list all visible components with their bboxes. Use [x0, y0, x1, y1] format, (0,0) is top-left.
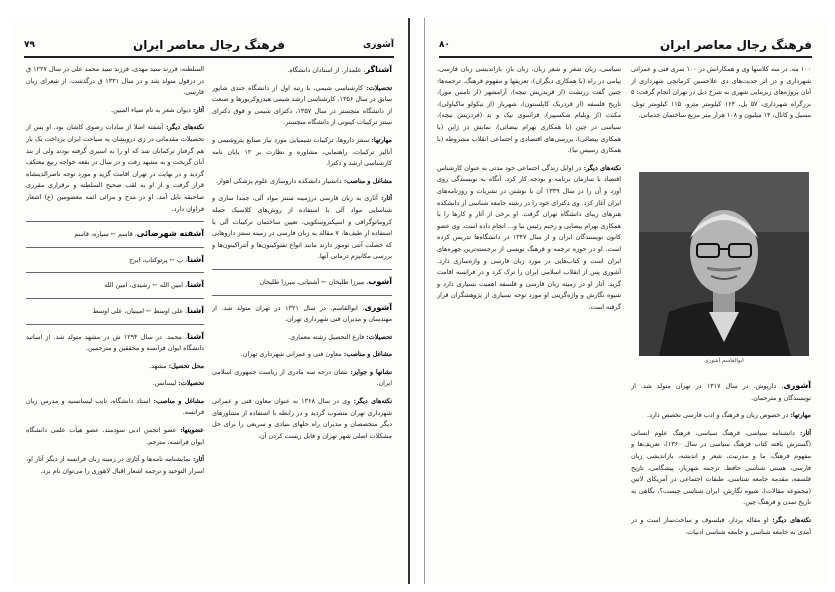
entry-text: وی در سال ۱۳۶۸ به عنوان معاون فنی و عمرانی شهرداری تهران منصوب گردید و در رابطه با استفاده از مشاورهای دیگر متخصصان و مدیران راه حلهای بنیادی و سریعی را برای حل مشکلات اصلی شهر تهران و قابل زیست کردن آن.: [212, 397, 392, 440]
entry-section-label: نکته‌های دیگر:: [163, 123, 204, 132]
entry-text: ، داریوش. در سال ۱۳۱۷ در تهران متولد شد. از نویسندگان و مترجمان.: [631, 382, 811, 402]
biography-entry: [26, 228, 204, 241]
biography-entry: [212, 276, 392, 289]
entry-name: آشفته شهرضائی: [136, 229, 204, 239]
entry-section-label: مهارتها:: [788, 411, 811, 420]
page-number: ۸۰: [439, 40, 450, 50]
entry-text: ، محمد. در سال ۱۲۹۴ ش در مشهد متولد شد. از اساتید دانشگاه ایوان فرانسه و محققین و مترجمین.: [26, 332, 204, 353]
entry-text: السلطنه، فرزند سید مهدی، فرزند سید محمد علی در سال ۱۲۲۷ ق در دزفول متولد شد و در سال ۱۳۳۱ ق درگذشت. از شعرای زبان فارسی.: [26, 65, 204, 97]
entry-section-label: نکته‌های دیگر:: [350, 397, 392, 406]
entry-name: آشوری: [783, 381, 811, 390]
left-page-column-left: [26, 64, 204, 574]
entry-section-label: تحصیلات:: [176, 379, 204, 388]
entry-paragraph: [26, 396, 204, 419]
entry-text: ، میرزا طلیخان ← آشتیانی، میرزا طلیخان: [259, 277, 369, 286]
entry-paragraph: [631, 428, 811, 509]
entry-section-label: آثار:: [190, 455, 204, 464]
entry-divider: [26, 247, 204, 248]
right-page-column-right-top: ۱۰۰ مه. در سه کلاسها وی و همکارانش در ۱۰۰ سری فنی و عمرانی شهرداری و در اثر جدیت‌های دی علاحسین کرمانچی شهرداری از آنان پروژه‌های زیربنایی شهری به شرح ذیل در تهران انجام گرفت: ۵ بزرگراه شهرداری، ۵۷ پل، ۱۶۴ کیلومتر مترو، ۱۱۵ کیلومتر تونل، مسیل و کانال، ۱۴ میلیون و ۱۰۸ هزار متر مربع ساختمان خدماتی.: [631, 65, 811, 120]
entry-section-label: نکته‌های دیگر:: [768, 515, 811, 524]
entry-section-label: نشانها و جوایز:: [347, 367, 392, 376]
page-number: ۷۹: [24, 40, 35, 50]
entry-section-label: مشاغل و مناصب:: [341, 176, 392, 185]
biography-entry: [26, 331, 204, 355]
running-head-title: فرهنگ رجال معاصر ایران: [659, 38, 812, 52]
biography-entry: [631, 380, 811, 404]
entry-text: ، پ ← پرتوکتاب، ایرج: [128, 255, 188, 264]
entry-name: آشنا: [187, 305, 204, 315]
left-page-column-right: [212, 64, 392, 574]
entry-paragraph: [212, 332, 392, 344]
entry-text: در اوایل زندگی اجتماعی خود مدتی به عنوان کارشناس اقتصاد با سازمان برنامه و بودجه کار کرد. آنگاه به نویسندگی روی آورد و آن را در سال ۱۳۳۹ آن با نوشتن در نشریات و روزنامه‌های ایران آغاز کرد. وی دکترای خود را در رشته جامعه شناسی از دانشکده هنرهای زیبای دانشگاه تهران گرفت. او برخی از آثار و کارها را با همکاری بهرام بیضایی و رحیم رئیس نیا و... انجام داده است. وی عضو کانون نویسندگان ایران و از سال ۱۳۴۷ در دانشگاه‌ها تدریس کرده است. او در حوزه ترجمه و فرهنگ نویسی از برجسته‌ترین چهره‌های ایران است و کتاب‌هایی در مورد زبان فارسی و واژه‌سازی دارد. آشوری پس از انقلاب اسلامی ایران را ترک کرد و در فرانسه اقامت گزید. آثار او در زمینه زبان فارسی و فلسفه اهمیت بسیاری دارد و شیوه نگارش و واژه‌گزینی او مورد توجه بسیاری از پژوهشگران قرار گرفته است.: [437, 163, 621, 311]
entry-text: نمایشنامه نامه‌ها و آثاری در زمینه زبان فرانسه از دیگر آثار او، اسرار التوحید و ترجمه اشعار اقبال لاهوری را می‌توان نام برد.: [26, 455, 204, 475]
entry-divider: [26, 324, 204, 325]
entry-paragraph: [437, 64, 621, 157]
right-page-column-left: [437, 64, 621, 574]
entry-paragraph: [212, 135, 392, 170]
entry-text: ، قاسم ← سیاره، قاسم: [74, 230, 137, 239]
entry-section-label: مشاغل و مناصب:: [341, 350, 392, 359]
entry-paragraph: [631, 515, 811, 538]
entry-text: دیوان شعر به نام ضیاء المبین.: [110, 105, 191, 114]
entry-text: دانشنامه سیاسی، فرهنگ سیاسی، فرهنگ علوم انسانی (گسترش یافته کتاب فرهنگ سیاسی در سال ۱۳۶۰)، تعریف‌ها و مفهوم فرهنگ، ما و مدرنیت، شعر و اندیشه، بازاندیشی زبان فارسی، هستی شناسی حافظ، ترجمه شهریار، پیشگامی، تاریخ فلسفه، مقدمه جامعه شناسی، طبقات اجتماعی در آمریکای لاتین (مجموعه مقالات)، شیوه نگارش، ایران شناسی چیست؟، نگاهی به تاریخ تمدن و فرهنگ چین.: [631, 428, 811, 507]
entry-paragraph: [212, 193, 392, 263]
entry-paragraph: [212, 176, 392, 188]
entry-paragraph: [26, 122, 204, 215]
entry-section-label: آثار:: [190, 105, 204, 114]
entry-text: نشان درجه سه مادری از ریاست جمهوری اسلامی ایران.: [212, 367, 392, 388]
entry-text: در خصوص زبان و فرهنگ و ادب فارسی تخصص دارد.: [647, 411, 789, 420]
right-page: [424, 18, 826, 584]
entry-text: آشفته اصلا از سادات رضوی کاشان بود. او پس از تحصیلات مقدماتی در زی درویشان به سیاحت ایران پرداخت یک بار هم گرفتار ترکمانان شد که او را به اسیری گرفته بودند ولی از بند آنان گریخت و به مشهد رفت و در سال در بقعه خواجه ربیع معتکف گردید و در نهایت در تهران اقامت گزید و مورد توجه ناصرالدینشاه قرار گرفت و از او به لقب صحیح السلطنه و برقراری مقرری صاحبقه نایل آمد. او در مدح و مراثی ائمه معصومین (ع) اشعار فراوان دارد.: [26, 123, 204, 213]
entry-section-label: تحصیلات:: [364, 332, 392, 341]
entry-text: آثاری به زبان فارسی درزمینه سنتز مواد آلی، جمدا سازی و شناسایی مواد آلی با استفاده از روش‌های کلاسیک جمله کروماتوگرافی و اسپکتروسکوپی، تعیین ساختمان ترکیبات آلی با استفاده از طیف‌ها، ۷ مقاله به زبان فارسی در زمینه سنتز داروهایی که خصلت آنتی تومور دارند مانند انواع نفتوکینون‌ها و آنتراکینون‌ها و بررسی مکانیزم درمانی آنها.: [212, 194, 392, 261]
entry-text: مشهد.: [149, 361, 167, 370]
entry-divider: [212, 269, 392, 270]
entry-text: ، علی اوسط ← امینیان، علی اوسط: [92, 306, 188, 315]
biography-entry: [26, 254, 204, 267]
entry-name: آشوری: [364, 302, 392, 312]
entry-name: آشنا: [187, 331, 204, 341]
left-page-header: [24, 38, 394, 58]
entry-section-label: مهارتها:: [369, 135, 392, 144]
entry-name: آشوب: [368, 276, 392, 286]
entry-paragraph: [212, 396, 392, 442]
entry-paragraph: [437, 163, 621, 314]
entry-section-label: نکته‌های دیگر:: [581, 163, 621, 172]
running-head-entry: آشوری: [362, 40, 394, 50]
entry-paragraph: [212, 349, 392, 361]
entry-text: سیاسی، زبان شعر و شعر زبان، زبان باز، بازاندیشی زبان فارسی، پیامی در راه (با همکاری دیگران)، تعریفها و مفهوم فرهنگ. ترجمه‌ها: چنین گفت زرتشت (از فریدریش نیچه)، آرامشهر (از تامس مور)، تاریخ فلسفه (از فردریک کاپلستون)، شهریار (از نیکولو ماکیاولی)، مکبث (از ویلیام شکسپیر)، فراسوی نیک و بد (فردریش نیچه)، سیاسی در چین (با همکاری بهرام بیضائی)، نمایش در ژاپن (با همکاری بیضائی)، بررسی‌های اقتصادی و اجتماعی انقلاب مشروطه (با همکاری رسیس نیا).: [437, 65, 621, 155]
entry-paragraph: [212, 83, 392, 129]
entry-divider: [26, 272, 204, 273]
entry-section-label: عضویتها:: [176, 426, 204, 435]
entry-divider: [26, 221, 204, 222]
entry-paragraph: [26, 105, 204, 117]
entry-section-label: آثار:: [794, 428, 811, 437]
entry-section-label: مشاغل و مناصب:: [150, 396, 204, 405]
entry-paragraph: [212, 367, 392, 390]
biography-entry: [26, 279, 204, 292]
biography-entry: [26, 305, 204, 318]
entry-paragraph: [26, 378, 204, 390]
entry-section-label: تحصیلات:: [363, 83, 392, 92]
entry-paragraph: [26, 454, 204, 477]
entry-name: آشناگر: [365, 65, 392, 74]
entry-text: ، علمدار. از استادان دانشگاه.: [287, 66, 366, 74]
biography-entry: [212, 302, 392, 326]
entry-paragraph: [26, 361, 204, 373]
entry-paragraph: [26, 425, 204, 448]
entry-text: سنتز داروها، ترکیبات شیمیایی مورد نیاز صنایع پتروشیمی و آنالیز ترکیبات، راهنمایی، مشاوره و نظارت بر ۱۲ پایان نامه کارشناسی ارشد و دکترا.: [212, 135, 392, 168]
portrait-image: [639, 172, 809, 356]
entry-text: ، ابوالقاسم. در سال ۱۳۲۱ در تهران متولد شد. از مهندسان و مدیران فنی شهرداری تهران.: [212, 303, 392, 324]
entry-text: استاد دانشگاه، نایب لیسانسیه و مدرس زبان فرانسه.: [26, 396, 204, 417]
entry-section-label: محل تحصیل:: [166, 361, 204, 370]
entry-text: فارغ التحصیل رشته معماری.: [288, 332, 365, 341]
entry-name: آشنا: [187, 280, 204, 290]
entry-divider: [212, 295, 392, 296]
entry-divider: [26, 298, 204, 299]
entry-text: کارشناسی شیمی، با رتبه اول از دانشگاه جندی شاپور سابق در سال ۱۳۵۶، کارشناسی ارشد شیمی هیدروکربورها و صنعت از دانشگاه منچستر در سال ۱۳۵۷، دکترای شیمی و فوق دکترای سنتز ترکیبات کینونی از دانشگاه منچستر.: [212, 83, 392, 127]
entry-paragraph: [26, 64, 204, 99]
right-page-column-right-bottom: [631, 380, 811, 574]
biography-entry: [212, 64, 392, 77]
left-page: [10, 18, 410, 584]
entry-paragraph: [631, 410, 811, 422]
entry-section-label: آثار:: [377, 194, 392, 203]
entry-text: معاون فنی و عمرانی شهرداری تهران.: [240, 350, 342, 359]
portrait-caption: ابوالقاسم آشوری: [704, 358, 744, 364]
portrait-figure: [639, 172, 809, 368]
portrait-photo: [639, 172, 809, 356]
entry-text: او مقاله پرداز، فیلسوف و ساخت‌ساز است و در آمدی به جامعه شناسی و جامعه شناسی ادبیات.: [631, 515, 811, 536]
entry-text: لیسانس.: [152, 379, 177, 388]
running-head-title: فرهنگ رجال معاصر ایران: [132, 38, 286, 52]
entry-name: آشنا: [187, 254, 204, 264]
entry-text: عضو انجمن ادبی سودمند، عضو هیأت علمی دانشگاه ایوان فرانسه، مترجم.: [26, 426, 204, 446]
entry-text: ، امین الله ← رشیدی، امین الله: [104, 281, 188, 290]
right-page-header: [439, 38, 812, 58]
entry-text: دانشیار دانشکده داروسازی علوم پزشکی اهواز.: [215, 176, 342, 185]
